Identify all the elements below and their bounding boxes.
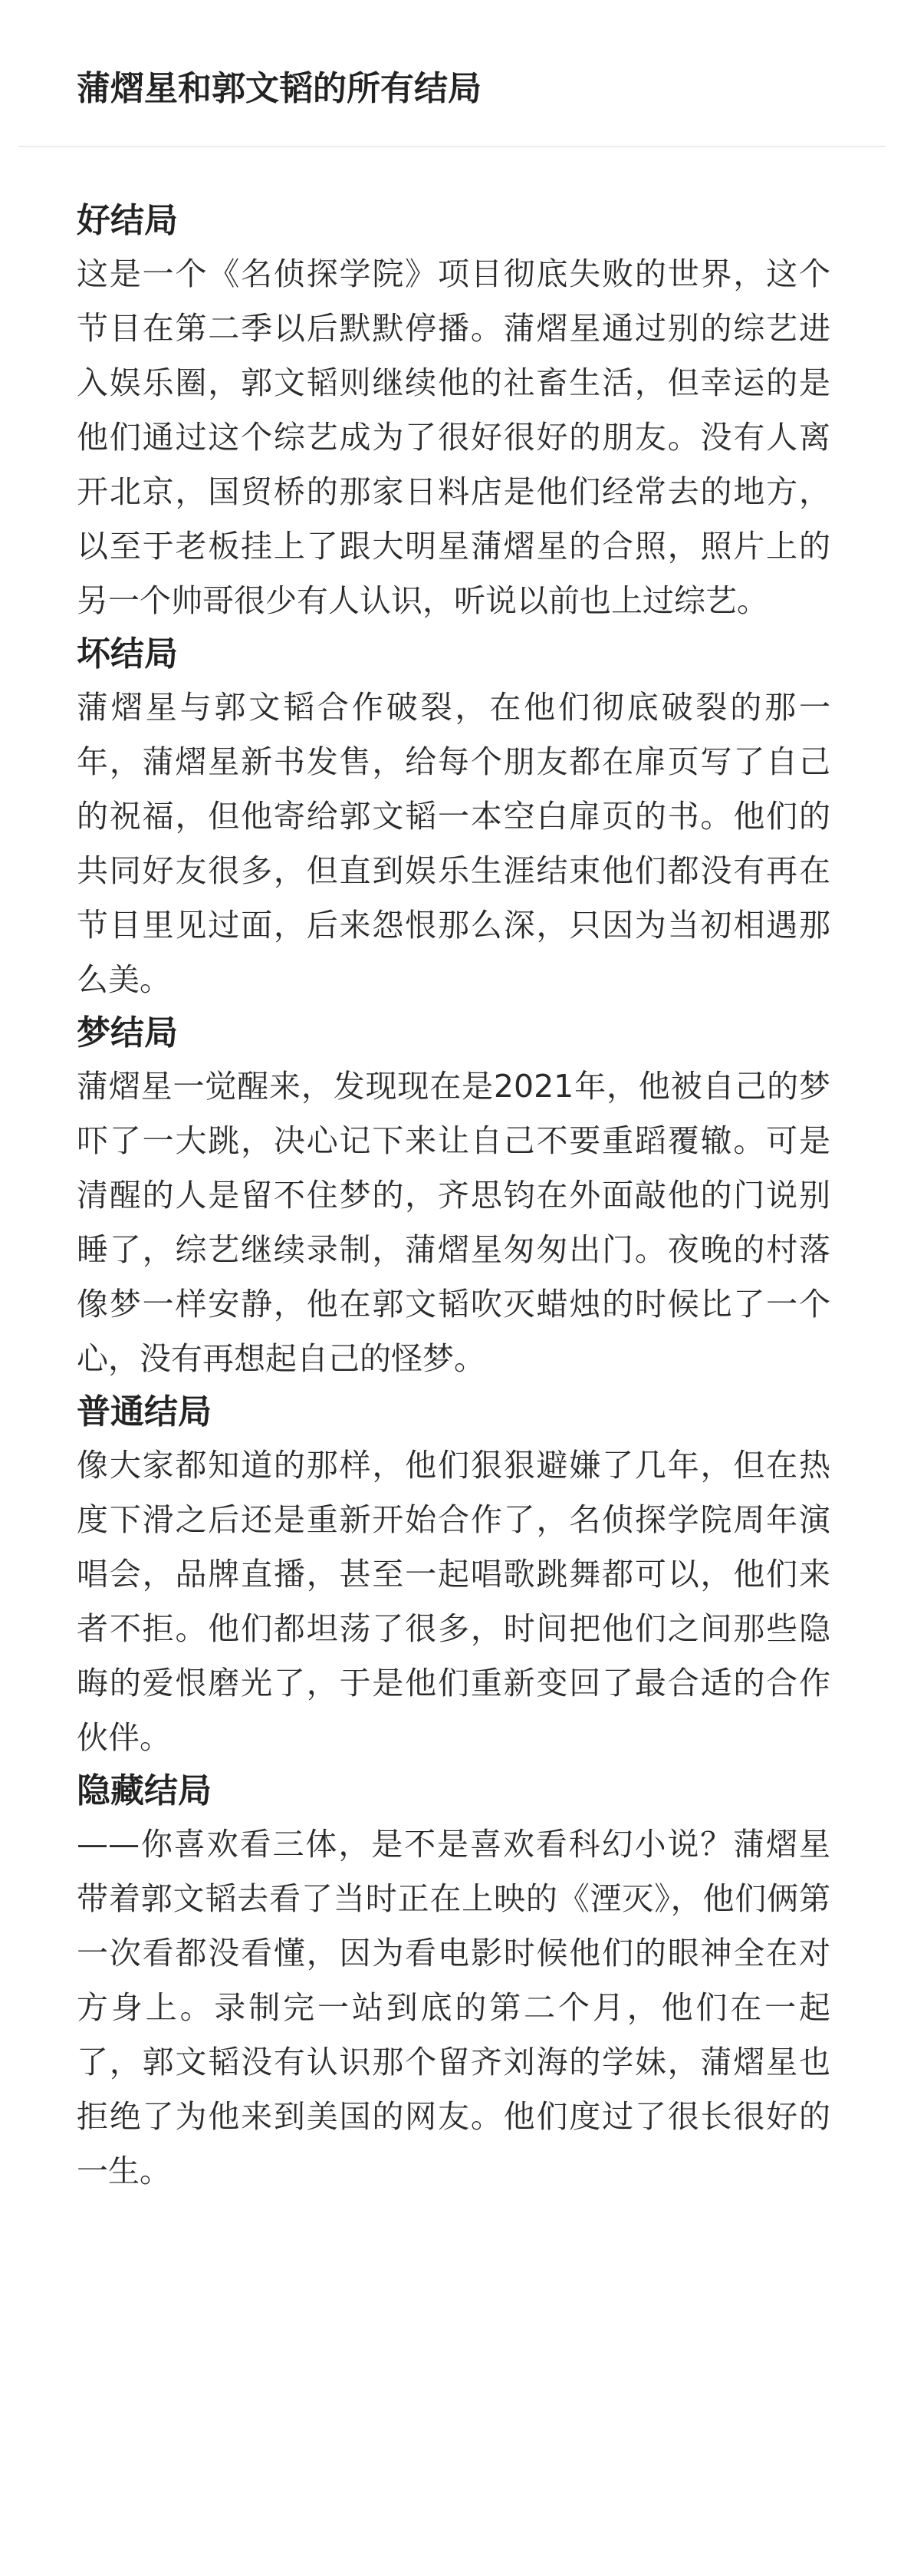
section-title: 坏结局 [77, 634, 178, 674]
section-body: 蒲熠星一觉醒来，发现现在是2021年，他被自己的梦吓了一大跳，决心记下来让自己不要重蹈覆辙。可是清醒的人是留不住梦的，齐思钧在外面敲他的门说别睡了，综艺继续录制，蒲熠星匆匆出门。夜晚的村落像梦一样安静，他在郭文韬吹灭蜡烛的时候比了一个心，没有再想起自己的怪梦。 [77, 1068, 830, 1377]
section-title: 梦结局 [77, 1013, 178, 1052]
page-title: 蒲熠星和郭文韬的所有结局 [77, 69, 482, 108]
section-body: ——你喜欢看三体，是不是喜欢看科幻小说？蒲熠星带着郭文韬去看了当时正在上映的《湮灭》，他们俩第一次看都没看懂，因为看电影时候他们的眼神全在对方身上。录制完一站到底的第二个月，他们在一起了，郭文韬没有认识那个留齐刘海的学妹，蒲熠星也拒绝了为他来到美国的网友。他们度过了很长很好的一生。 [77, 1826, 830, 2189]
section-bad-ending [77, 628, 830, 1007]
article-header [18, 0, 886, 147]
section-body: 这是一个《名侦探学院》项目彻底失败的世界，这个节目在第二季以后默默停播。蒲熠星通过别的综艺进入娱乐圈，郭文韬则继续他的社畜生活，但幸运的是他们通过这个综艺成为了很好很好的朋友。没有人离开北京，国贸桥的那家日料店是他们经常去的地方，以至于老板挂上了跟大明星蒲熠星的合照，照片上的另一个帅哥很少有人认识，听说以前也上过综艺。 [77, 255, 830, 619]
section-title: 好结局 [77, 201, 178, 240]
section-good-ending [77, 195, 830, 628]
section-normal-ending [77, 1386, 830, 1765]
section-dream-ending [77, 1007, 830, 1386]
section-body: 蒲熠星与郭文韬合作破裂，在他们彻底破裂的那一年，蒲熠星新书发售，给每个朋友都在扉页写了自己的祝福，但他寄给郭文韬一本空白扉页的书。他们的共同好友很多，但直到娱乐生涯结束他们都没有再在节目里见过面，后来怨恨那么深，只因为当初相遇那么美。 [77, 689, 830, 998]
section-title: 隐藏结局 [77, 1771, 212, 1810]
article-content [0, 147, 904, 2199]
section-body: 像大家都知道的那样，他们狠狠避嫌了几年，但在热度下滑之后还是重新开始合作了，名侦探学院周年演唱会，品牌直播，甚至一起唱歌跳舞都可以，他们来者不拒。他们都坦荡了很多，时间把他们之间那些隐晦的爱恨磨光了，于是他们重新变回了最合适的合作伙伴。 [77, 1447, 830, 1756]
section-title: 普通结局 [77, 1392, 212, 1431]
section-hidden-ending [77, 1765, 830, 2199]
